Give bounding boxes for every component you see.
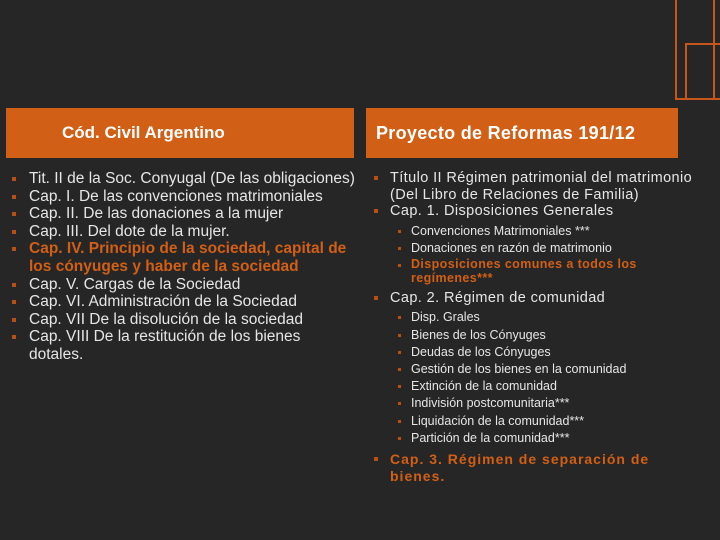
decorative-frame-inner: [685, 43, 720, 100]
cap2-subitem: Deudas de los Cónyuges: [372, 344, 702, 361]
left-column-header: Cód. Civil Argentino: [6, 108, 354, 158]
list-item: Cap. V. Cargas de la Sociedad: [10, 276, 355, 294]
cap1-subitem: Donaciones en razón de matrimonio: [372, 240, 702, 257]
cap2-subitem: Gestión de los bienes en la comunidad: [372, 361, 702, 378]
proyecto-list: [372, 170, 702, 484]
left-column: [10, 170, 355, 364]
cap2-subitem: Disp. Grales: [372, 309, 702, 326]
cap2-subitem: Indivisión postcomunitaria***: [372, 395, 702, 412]
right-column-header: Proyecto de Reformas 191/12: [366, 108, 678, 158]
right-column: [372, 170, 702, 484]
cap2-subitem: Bienes de los Cónyuges: [372, 327, 702, 344]
list-item: Cap. VII De la disolución de la sociedad: [10, 311, 355, 329]
list-item: Cap. VIII De la restitución de los bienes dotales.: [10, 328, 355, 363]
list-item: Tit. II de la Soc. Conyugal (De las obligaciones): [10, 170, 355, 188]
list-item: Cap. VI. Administración de la Sociedad: [10, 293, 355, 311]
cap1-item: Cap. 1. Disposiciones Generales: [372, 203, 702, 220]
cap3-item-highlighted: Cap. 3. Régimen de separación de bienes.: [372, 451, 702, 484]
cap2-subitem: Liquidación de la comunidad***: [372, 413, 702, 430]
cap2-item: Cap. 2. Régimen de comunidad: [372, 290, 702, 307]
list-item: Cap. I. De las convenciones matrimoniales: [10, 188, 355, 206]
cap2-subitem: Partición de la comunidad***: [372, 430, 702, 447]
cap1-subitem: Convenciones Matrimoniales ***: [372, 223, 702, 240]
cap1-subitem-highlighted: Disposiciones comunes a todos los regímenes***: [372, 257, 702, 286]
list-item: Cap. II. De las donaciones a la mujer: [10, 205, 355, 223]
list-item-highlighted: Cap. IV. Principio de la sociedad, capital de los cónyuges y haber de la sociedad: [10, 240, 355, 275]
list-item: Cap. III. Del dote de la mujer.: [10, 223, 355, 241]
codigo-civil-list: [10, 170, 355, 364]
titulo-item: Título II Régimen patrimonial del matrimonio (Del Libro de Relaciones de Familia): [372, 170, 702, 203]
cap2-subitem: Extinción de la comunidad: [372, 378, 702, 395]
